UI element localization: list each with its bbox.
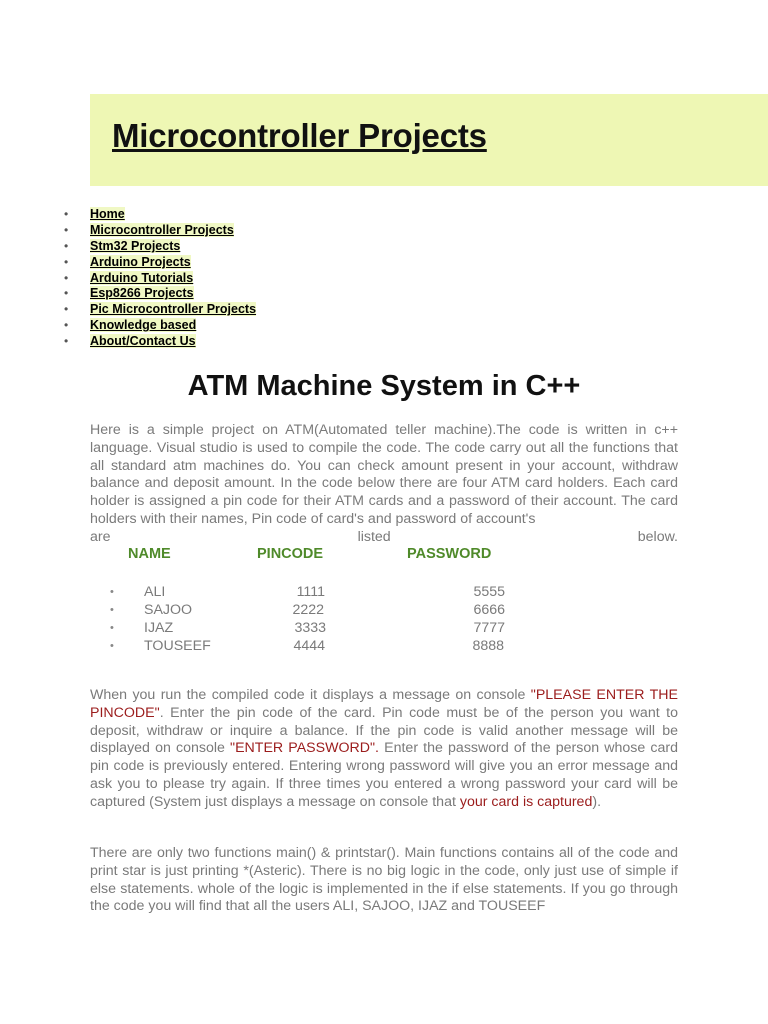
holder-password: 6666 <box>473 602 505 618</box>
table-header-password: PASSWORD <box>407 546 492 562</box>
bullet-icon: • <box>64 222 69 237</box>
console-message-password: "ENTER PASSWORD". <box>230 740 379 757</box>
usage-text: . Enter the pin code of the card. Pin code must be of the person you want to deposit, withdraw or inquire a balance. If the pin code is valid another message will be displayed on console <box>90 704 678 757</box>
intro-tail-word: listed <box>357 528 391 545</box>
holder-password: 7777 <box>473 620 505 636</box>
usage-text: Enter the password of the person whose card pin code is previously entered. Entering wrong password will give you an error message and ask you to please try again. If three times you entered a wrong password your card will be captured (System just displays a message on console that <box>90 740 678 810</box>
usage-text: When you run the compiled code it displays a message on console <box>90 687 531 703</box>
nav-item-arduino-tutorials <box>64 271 256 287</box>
intro-tail-word: are <box>90 528 111 545</box>
intro-paragraph <box>90 422 678 547</box>
table-header-pincode: PINCODE <box>257 546 324 562</box>
article-title: ATM Machine System in C++ <box>187 370 581 402</box>
bullet-icon: • <box>64 286 69 301</box>
bullet-icon: • <box>64 334 69 349</box>
nav-link-knowledge-based[interactable]: Knowledge based <box>90 318 197 333</box>
nav-item-esp8266-projects <box>64 286 256 302</box>
bullet-icon: • <box>110 640 114 652</box>
holder-pincode: 3333 <box>294 620 326 636</box>
nav-item-stm32-projects <box>64 239 256 255</box>
console-message-pincode: "PLEASE ENTER THE PINCODE" <box>90 687 679 721</box>
bullet-icon: • <box>110 604 114 616</box>
holder-pincode: 4444 <box>293 638 325 654</box>
console-message-captured: your card is captured <box>459 793 593 810</box>
nav-item-arduino-projects <box>64 255 256 271</box>
functions-paragraph: There are only two functions main() & printstar(). Main functions contains all of the code and print star is just printing *(Asteric). There is no big logic in the code, only just use of simple if else statements. whole of the logic is implemented in the if else statements. If you go through the code you will find that all the users ALI, SAJOO, IJAZ and TOUSEEF <box>90 845 678 915</box>
nav-link-microcontroller-projects[interactable]: Microcontroller Projects <box>90 222 234 237</box>
bullet-icon: • <box>64 318 69 333</box>
bullet-icon: • <box>110 622 114 634</box>
table-header-name: NAME <box>128 546 171 562</box>
intro-text: Here is a simple project on ATM(Automated teller machine).The code is written in c++ language. Visual studio is used to compile the code. The code carry out all the functions that all standard atm machines do. You can check amount present in your account, withdraw balance and deposit amount. In the code below there are four ATM card holders. Each card holder is assigned a pin code for their ATM cards and a password of their account. The card holders with their names, Pin code of card's and password of account's <box>90 422 678 527</box>
holder-password: 5555 <box>473 584 505 600</box>
nav-item-about-contact <box>64 334 256 350</box>
nav-item-knowledge-based <box>64 318 256 334</box>
bullet-icon: • <box>64 238 69 253</box>
nav-item-pic-projects <box>64 302 256 318</box>
bullet-icon: • <box>64 207 69 221</box>
nav-item-home <box>64 207 256 223</box>
nav-item-microcontroller-projects <box>64 223 256 239</box>
usage-paragraph <box>90 687 678 812</box>
usage-text: ). <box>592 793 602 810</box>
main-nav <box>64 207 256 350</box>
nav-link-arduino-tutorials[interactable]: Arduino Tutorials <box>90 270 194 285</box>
nav-link-about-contact[interactable]: About/Contact Us <box>90 334 196 349</box>
bullet-icon: • <box>64 302 69 317</box>
nav-link-esp8266-projects[interactable]: Esp8266 Projects <box>90 286 194 301</box>
nav-link-home[interactable]: Home <box>90 207 125 221</box>
nav-link-stm32-projects[interactable]: Stm32 Projects <box>90 238 181 253</box>
holder-name: TOUSEEF <box>144 638 211 654</box>
holder-name: IJAZ <box>144 620 174 636</box>
nav-link-pic-projects[interactable]: Pic Microcontroller Projects <box>90 302 257 317</box>
bullet-icon: • <box>64 270 69 285</box>
nav-link-arduino-projects[interactable]: Arduino Projects <box>90 254 191 269</box>
bullet-icon: • <box>110 586 114 598</box>
site-title[interactable]: Microcontroller Projects <box>112 117 487 154</box>
holder-pincode: 2222 <box>292 602 324 618</box>
intro-tail-line <box>90 529 678 547</box>
holder-name: ALI <box>144 584 166 600</box>
intro-tail-word: below. <box>637 528 678 545</box>
holder-name: SAJOO <box>144 602 193 618</box>
holder-password: 8888 <box>472 638 504 654</box>
bullet-icon: • <box>64 254 69 269</box>
holder-pincode: 1111 <box>296 584 325 600</box>
